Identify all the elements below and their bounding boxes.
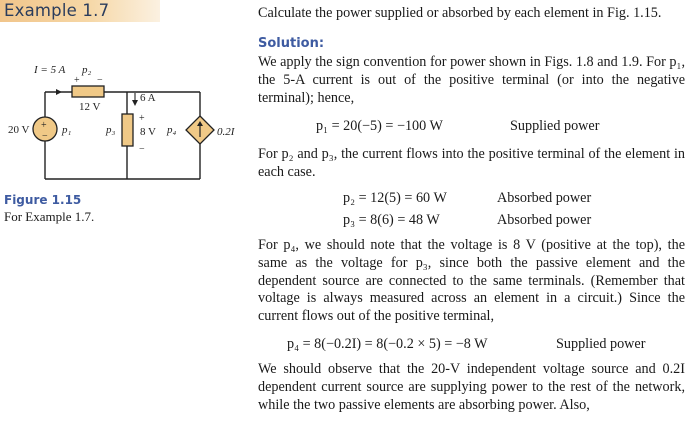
solution-paragraph-3: For p₄, we should note that the voltage is 8 V (positive at the top), the same as the voltage for p₃, since both the passive element and the dependent source are connected to the same terminals. (Remember that voltage is always measured across an element in a circuit.) Since the current flows out of the positive terminal, xyxy=(258,237,685,325)
label-dep: 0.2I xyxy=(217,126,235,138)
label-p1: p₁ xyxy=(62,124,72,136)
solution-heading: Solution: xyxy=(258,36,325,51)
equation-p4-note: Supplied power xyxy=(556,336,646,352)
label-p2-plus: + xyxy=(74,75,80,86)
current-arrow-mid-head xyxy=(132,100,138,106)
element-p2-box xyxy=(72,86,104,97)
example-title: Example 1.7 xyxy=(4,1,110,20)
label-12v: 12 V xyxy=(79,101,101,113)
equation-p3-note: Absorbed power xyxy=(497,212,592,228)
equation-p1-note: Supplied power xyxy=(510,118,600,134)
solution-paragraph-1: We apply the sign convention for power shown in Figs. 1.8 and 1.9. For p₁, the 5-A current is out of the positive terminal (or into the negative terminal); hence, xyxy=(258,54,685,106)
element-p3-box xyxy=(122,114,133,146)
label-p3-plus: + xyxy=(139,113,145,124)
label-p2: p₂ xyxy=(82,64,92,76)
solution-paragraph-2: For p₂ and p₃, the current flows into the positive terminal of the element in each case. xyxy=(258,146,685,180)
label-p3: p₃ xyxy=(106,124,116,136)
label-p4: p₄ xyxy=(167,124,177,136)
figure-caption: Figure 1.15 xyxy=(4,193,82,207)
label-p3-minus: − xyxy=(139,144,145,155)
label-current-top: I = 5 A xyxy=(34,64,66,76)
source-plus-sign: + xyxy=(41,120,47,131)
equation-p2: p₂ = 12(5) = 60 W xyxy=(343,190,447,206)
current-arrow-top xyxy=(56,89,62,95)
equation-p2-note: Absorbed power xyxy=(497,190,592,206)
label-20v: 20 V xyxy=(8,124,30,136)
source-minus-sign: − xyxy=(42,131,48,142)
label-8v: 8 V xyxy=(140,126,156,138)
figure-subcaption: For Example 1.7. xyxy=(4,209,95,224)
solution-paragraph-4: We should observe that the 20-V independent voltage source and 0.2I dependent current source are supplying power to the rest of the network, while the two passive elements are absorbing power. Also, xyxy=(258,361,685,413)
example-banner xyxy=(0,0,160,22)
label-6a: 6 A xyxy=(140,92,156,104)
problem-statement: Calculate the power supplied or absorbed by each element in Fig. 1.15. xyxy=(258,5,662,21)
equation-p1: p₁ = 20(−5) = −100 W xyxy=(316,118,443,134)
label-p2-minus: − xyxy=(97,75,103,86)
equation-p4: p₄ = 8(−0.2I) = 8(−0.2 × 5) = −8 W xyxy=(287,336,488,352)
equation-p3: p₃ = 8(6) = 48 W xyxy=(343,212,440,228)
